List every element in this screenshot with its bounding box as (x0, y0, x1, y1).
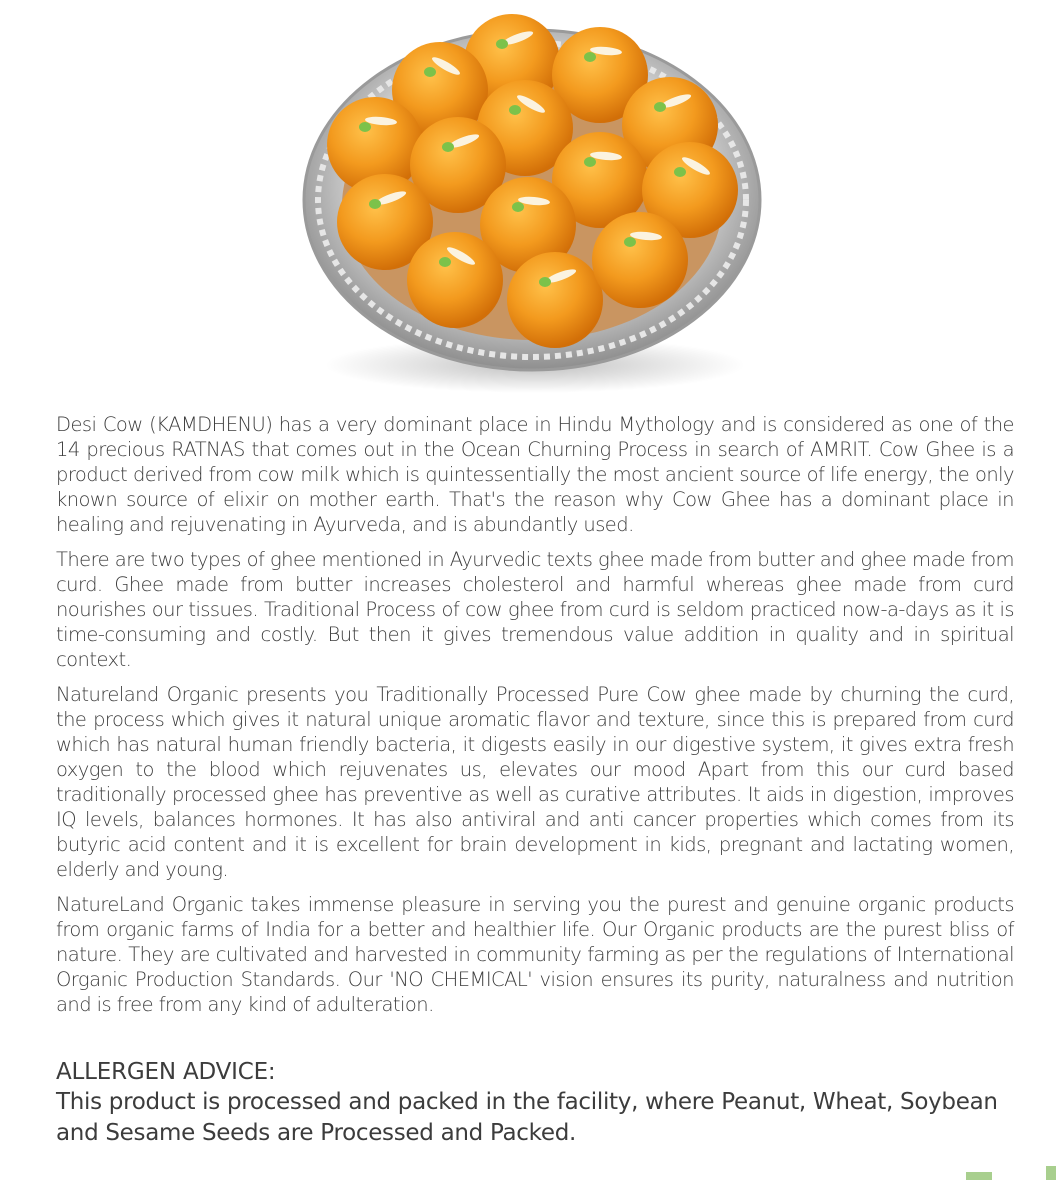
paragraph-ghee-types: There are two types of ghee mentioned in Ayurvedic texts ghee made from butter and ghee made from curd. Ghee made from butter increases cholesterol and harmful whereas ghee made from curd nourishes our tissues. Traditional Process of cow ghee from curd is seldom practiced now-a-days as it is time-consuming and costly. But then it gives tremendous value addition in quality and in spiritual context. (56, 548, 1014, 671)
paragraph-kamdhenu: Desi Cow (KAMDHENU) has a very dominant place in Hindu Mythology and is considered as one of the 14 precious RATNAS that comes out in the Ocean Churning Process in search of AMRIT. Cow Ghee is a product derived from cow milk which is quintessentially the most ancient source of life energy, the only known source of elixir on mother earth. That's the reason why Cow Ghee has a dominant place in healing and rejuvenating in Ayurveda, and is abundantly used. (56, 413, 1014, 536)
allergen-text: This product is processed and packed in the facility, where Peanut, Wheat, Soybean and Sesame Seeds are Processed and Packed. (56, 1089, 998, 1146)
laddoo-plate-image (300, 10, 770, 395)
allergen-title: ALLERGEN ADVICE: (56, 1059, 276, 1085)
description-text (56, 412, 1014, 1027)
laddoo (592, 212, 688, 308)
laddoo-plate-illustration (300, 10, 770, 395)
laddoo (407, 232, 503, 328)
allergen-advice (56, 1057, 1026, 1149)
decorative-green-bar-edge (1046, 1166, 1056, 1180)
paragraph-natureland-ghee: Natureland Organic presents you Traditionally Processed Pure Cow ghee made by churning the curd, the process which gives it natural unique aromatic flavor and texture, since this is prepared from curd which has natural human friendly bacteria, it digests easily in our digestive system, it gives extra fresh oxygen to the blood which rejuvenates us, elevates our mood Apart from this our curd based traditionally processed ghee has preventive as well as curative attributes. It aids in digestion, improves IQ levels, balances hormones. It has also antiviral and anti cancer properties which comes from its butyric acid content and it is excellent for brain development in kids, pregnant and lactating women, elderly and young. (56, 683, 1014, 881)
decorative-green-bar (966, 1172, 992, 1180)
laddoo (507, 252, 603, 348)
paragraph-natureland-organic: NatureLand Organic takes immense pleasure in serving you the purest and genuine organic products from organic farms of India for a better and healthier life. Our Organic products are the purest bliss of nature. They are cultivated and harvested in community farming as per the regulations of International Organic Production Standards. Our 'NO CHEMICAL' vision ensures its purity, naturalness and nutrition and is free from any kind of adulteration. (56, 893, 1014, 1016)
